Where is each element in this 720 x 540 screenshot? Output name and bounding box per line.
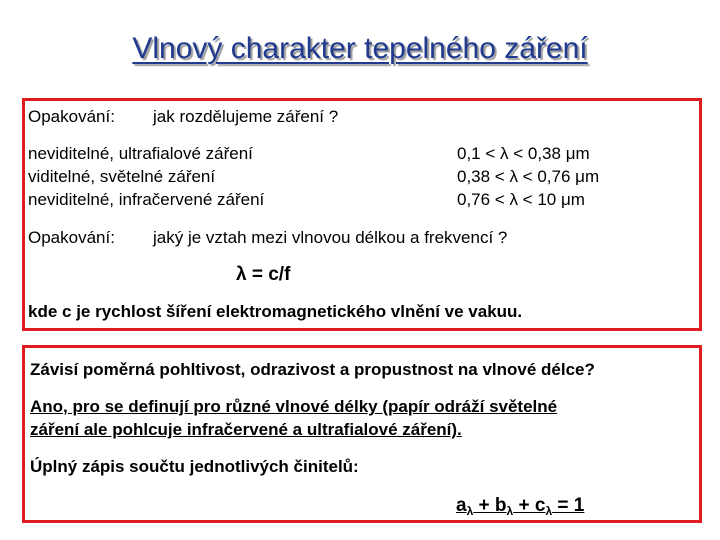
lambda-sub-a: λ: [466, 504, 474, 518]
coef-b: + b: [473, 495, 507, 516]
radiation-type-uv: neviditelné, ultrafialové záření: [28, 144, 253, 163]
formula-explanation: kde c je rychlost šíření elektromagnetického vlnění ve vakuu.: [28, 302, 523, 321]
sum-equation: [456, 495, 584, 522]
coef-a: a: [456, 495, 467, 516]
lambda-sub-c: λ: [545, 504, 553, 518]
range-visible: 0,38 < λ < 0,76 μm: [457, 167, 600, 186]
coef-c: + c: [513, 495, 546, 516]
lambda-sub-b: λ: [506, 504, 514, 518]
review-question-2: jaký je vztah mezi vlnovou délkou a frekvencí ?: [153, 228, 508, 247]
radiation-type-ir: neviditelné, infračervené záření: [28, 190, 265, 209]
answer-line-1: Ano, pro se definují pro různé vlnové délky (papír odráží světelné: [30, 397, 558, 416]
range-ir: 0,76 < λ < 10 μm: [457, 190, 585, 209]
range-uv: 0,1 < λ < 0,38 μm: [457, 144, 590, 163]
radiation-type-visible: viditelné, světelné záření: [28, 167, 216, 186]
review-label-2: Opakování:: [28, 228, 115, 247]
review-label-1: Opakování:: [28, 107, 115, 126]
slide-title: Vlnový charakter tepelného záření: [132, 32, 588, 65]
wavelength-formula: λ = c/f: [236, 264, 291, 285]
answer-line-2: záření ale pohlcuje infračervené a ultrafialové záření).: [30, 420, 462, 439]
full-notation-label: Úplný zápis součtu jednotlivých činitelů:: [30, 457, 359, 476]
equals-one: = 1: [552, 495, 585, 516]
review-question-1: jak rozdělujeme záření ?: [153, 107, 339, 126]
absorptivity-question: Závisí poměrná pohltivost, odrazivost a propustnost na vlnové délce?: [30, 360, 595, 379]
review-box: [22, 98, 702, 331]
